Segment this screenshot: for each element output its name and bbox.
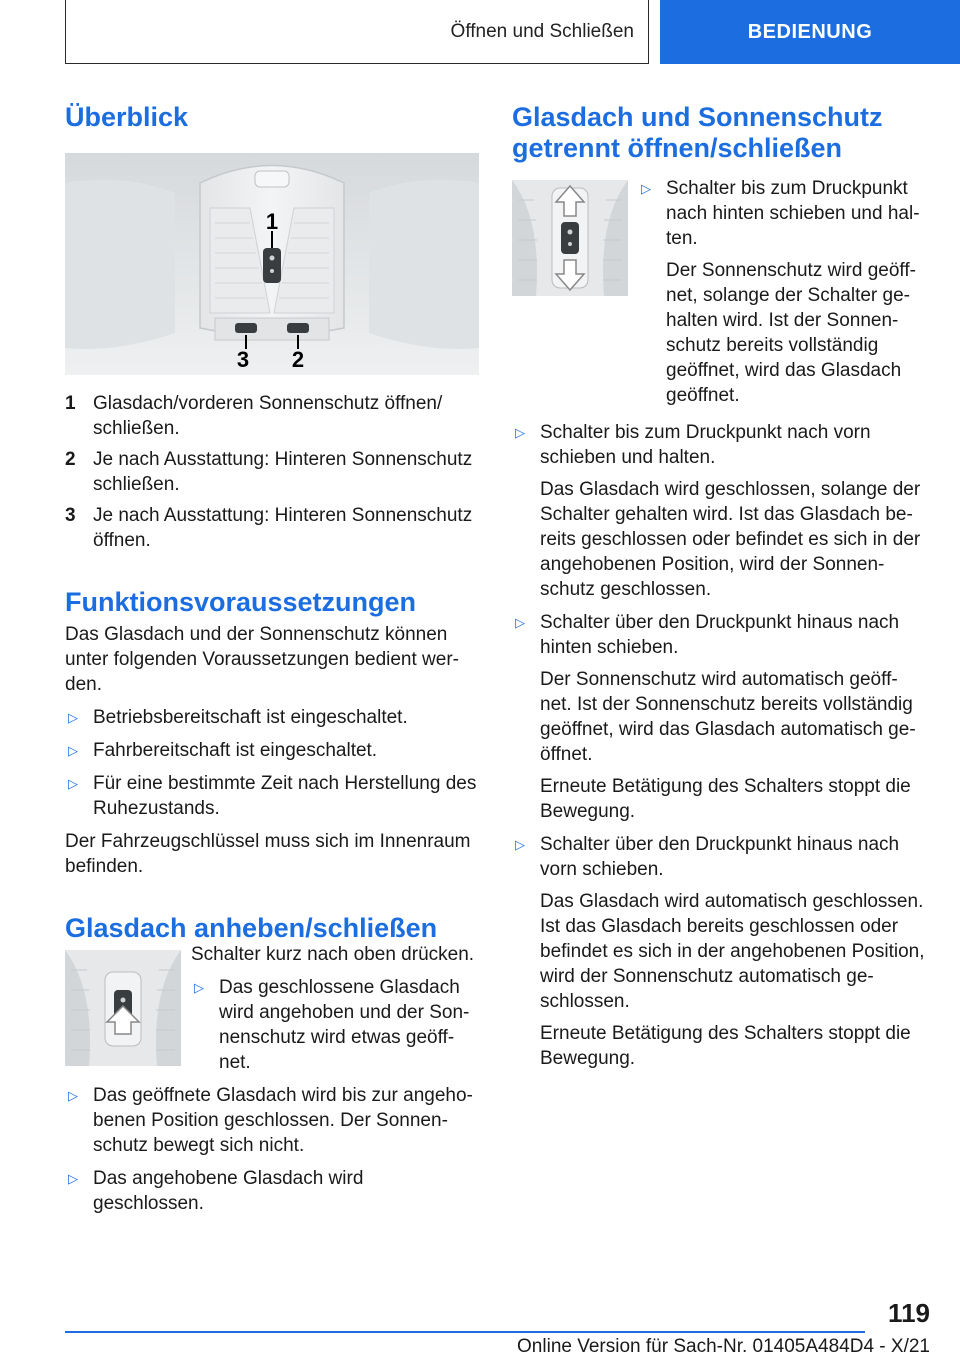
- requirements-intro: Das Glasdach und der Sonnenschutz können unter folgenden Voraussetzungen bedient wer- den.: [65, 624, 459, 695]
- bullet-triangle-icon: ▷: [68, 1088, 78, 1103]
- requirements-heading: Funktionsvoraussetzungen: [65, 587, 417, 617]
- bullet-triangle-icon: ▷: [515, 837, 525, 852]
- figure-label-3: 3: [236, 347, 250, 372]
- separate-figure-row: [512, 180, 932, 408]
- page-number: 119: [888, 1298, 930, 1328]
- overview-heading: Überblick: [65, 102, 189, 132]
- bullet-triangle-icon: ▷: [68, 710, 78, 725]
- legend-item: [65, 503, 479, 553]
- requirements-outro: Der Fahrzeugschlüssel muss sich im Innenraum befinden.: [65, 831, 471, 877]
- switch-up-figure: [65, 950, 181, 1066]
- bullet-text: Das geschlossene Glasdach wird angehoben und der Son- nenschutz wird etwas geöff- net.: [219, 977, 470, 1073]
- bullet-text: Das geöffnete Glasdach wird bis zur angeho- benen Position geschlossen. Der Sonnen- schutz bewegt sich nicht.: [93, 1085, 473, 1156]
- overview-legend: [65, 391, 479, 553]
- bullet-detail: Erneute Betätigung des Schalters stoppt die Bewegung.: [540, 776, 911, 822]
- bullet-item: [191, 975, 479, 1075]
- bullet-item: [638, 176, 932, 408]
- legend-number: 3: [65, 505, 76, 526]
- bullet-text: Fahrbereitschaft ist eingeschaltet.: [93, 740, 378, 761]
- header-section-tab: [65, 0, 649, 64]
- bullet-text: Schalter über den Druckpunkt hinaus nach hinten schieben.: [540, 612, 900, 658]
- bullet-item: [512, 610, 932, 824]
- legend-text: Je nach Ausstattung: Hinteren Sonnenschutz öffnen.: [93, 505, 473, 551]
- bullet-triangle-icon: ▷: [68, 1171, 78, 1186]
- figure-label-2: 2: [291, 347, 305, 372]
- legend-number: 2: [65, 449, 76, 470]
- bullet-detail: Das Glasdach wird automatisch geschlossen. Ist das Glasdach bereits geschlossen oder befindet es sich in der angehobenen Position, wird der Sonnenschutz automatisch ge- schlossen.: [540, 891, 925, 1012]
- legend-item: [65, 391, 479, 441]
- legend-number: 1: [65, 393, 76, 414]
- bullet-triangle-icon: ▷: [68, 743, 78, 758]
- bullet-text: Schalter über den Druckpunkt hinaus nach vorn schieben.: [540, 834, 900, 880]
- separate-heading: Glasdach und Sonnenschutz getrennt öffnen/schließen: [512, 102, 883, 163]
- bullet-text: Für eine bestimmte Zeit nach Herstellung des Ruhezustands.: [93, 773, 477, 819]
- bullet-text: Das angehobene Glasdach wird geschlossen.: [93, 1168, 364, 1214]
- bullet-item: [65, 771, 479, 821]
- legend-text: Je nach Ausstattung: Hinteren Sonnenschutz schließen.: [93, 449, 473, 495]
- bullet-detail: Der Sonnenschutz wird geöff- net, solange der Schalter ge- halten wird. Ist der Sonnen- schutz bereits vollständig geöffnet, wird das Glasdach geöffnet.: [666, 260, 916, 406]
- bullet-triangle-icon: ▷: [641, 181, 651, 196]
- bullet-text: Schalter bis zum Druckpunkt nach vorn schieben und halten.: [540, 422, 871, 468]
- raise-figure-row: [65, 944, 479, 1075]
- footer-divider: [65, 1331, 865, 1333]
- bullet-triangle-icon: ▷: [515, 615, 525, 630]
- bullet-item: [65, 738, 479, 763]
- bullet-item: [512, 832, 932, 1071]
- bullet-item: [65, 1166, 479, 1216]
- footer-online-version: Online Version für Sach-Nr. 01405A484D4 - X/21: [517, 1336, 930, 1357]
- bullet-item: [512, 420, 932, 602]
- header-section-title: Öffnen und Schließen: [450, 20, 634, 42]
- legend-text: Glasdach/vorderen Sonnenschutz öffnen/ schließen.: [93, 393, 443, 439]
- bullet-item: [65, 1083, 479, 1158]
- bullet-triangle-icon: ▷: [515, 425, 525, 440]
- bullet-detail: Das Glasdach wird geschlossen, solange der Schalter gehalten wird. Ist das Glasdach be- reits geschlossen oder befindet es sich in der angehobenen Position, wird der Sonnen- schutz geschlossen.: [540, 479, 921, 600]
- legend-item: [65, 447, 479, 497]
- bullet-item: [65, 705, 479, 730]
- bullet-triangle-icon: ▷: [68, 776, 78, 791]
- figure-label-1: 1: [265, 209, 279, 234]
- overview-figure: [65, 153, 479, 375]
- right-column: [512, 96, 932, 1071]
- bullet-text: Schalter bis zum Druckpunkt nach hinten schieben und hal- ten.: [666, 178, 920, 249]
- bullet-text: Betriebsbereitschaft ist eingeschaltet.: [93, 707, 408, 728]
- header-chapter-title: BEDIENUNG: [747, 20, 873, 43]
- header-chapter-tab: [660, 0, 960, 64]
- switch-slide-figure: [512, 180, 628, 296]
- raise-intro: Schalter kurz nach oben drücken.: [191, 944, 475, 965]
- left-column: [65, 96, 479, 1216]
- bullet-triangle-icon: ▷: [194, 980, 204, 995]
- bullet-detail: Der Sonnenschutz wird automatisch geöff- net. Ist der Sonnenschutz bereits vollständig geöffnet, wird das Glasdach automatisch ge- öffnet.: [540, 669, 916, 765]
- raise-heading: Glasdach anheben/schließen: [65, 913, 438, 943]
- bullet-detail: Erneute Betätigung des Schalters stoppt die Bewegung.: [540, 1023, 911, 1069]
